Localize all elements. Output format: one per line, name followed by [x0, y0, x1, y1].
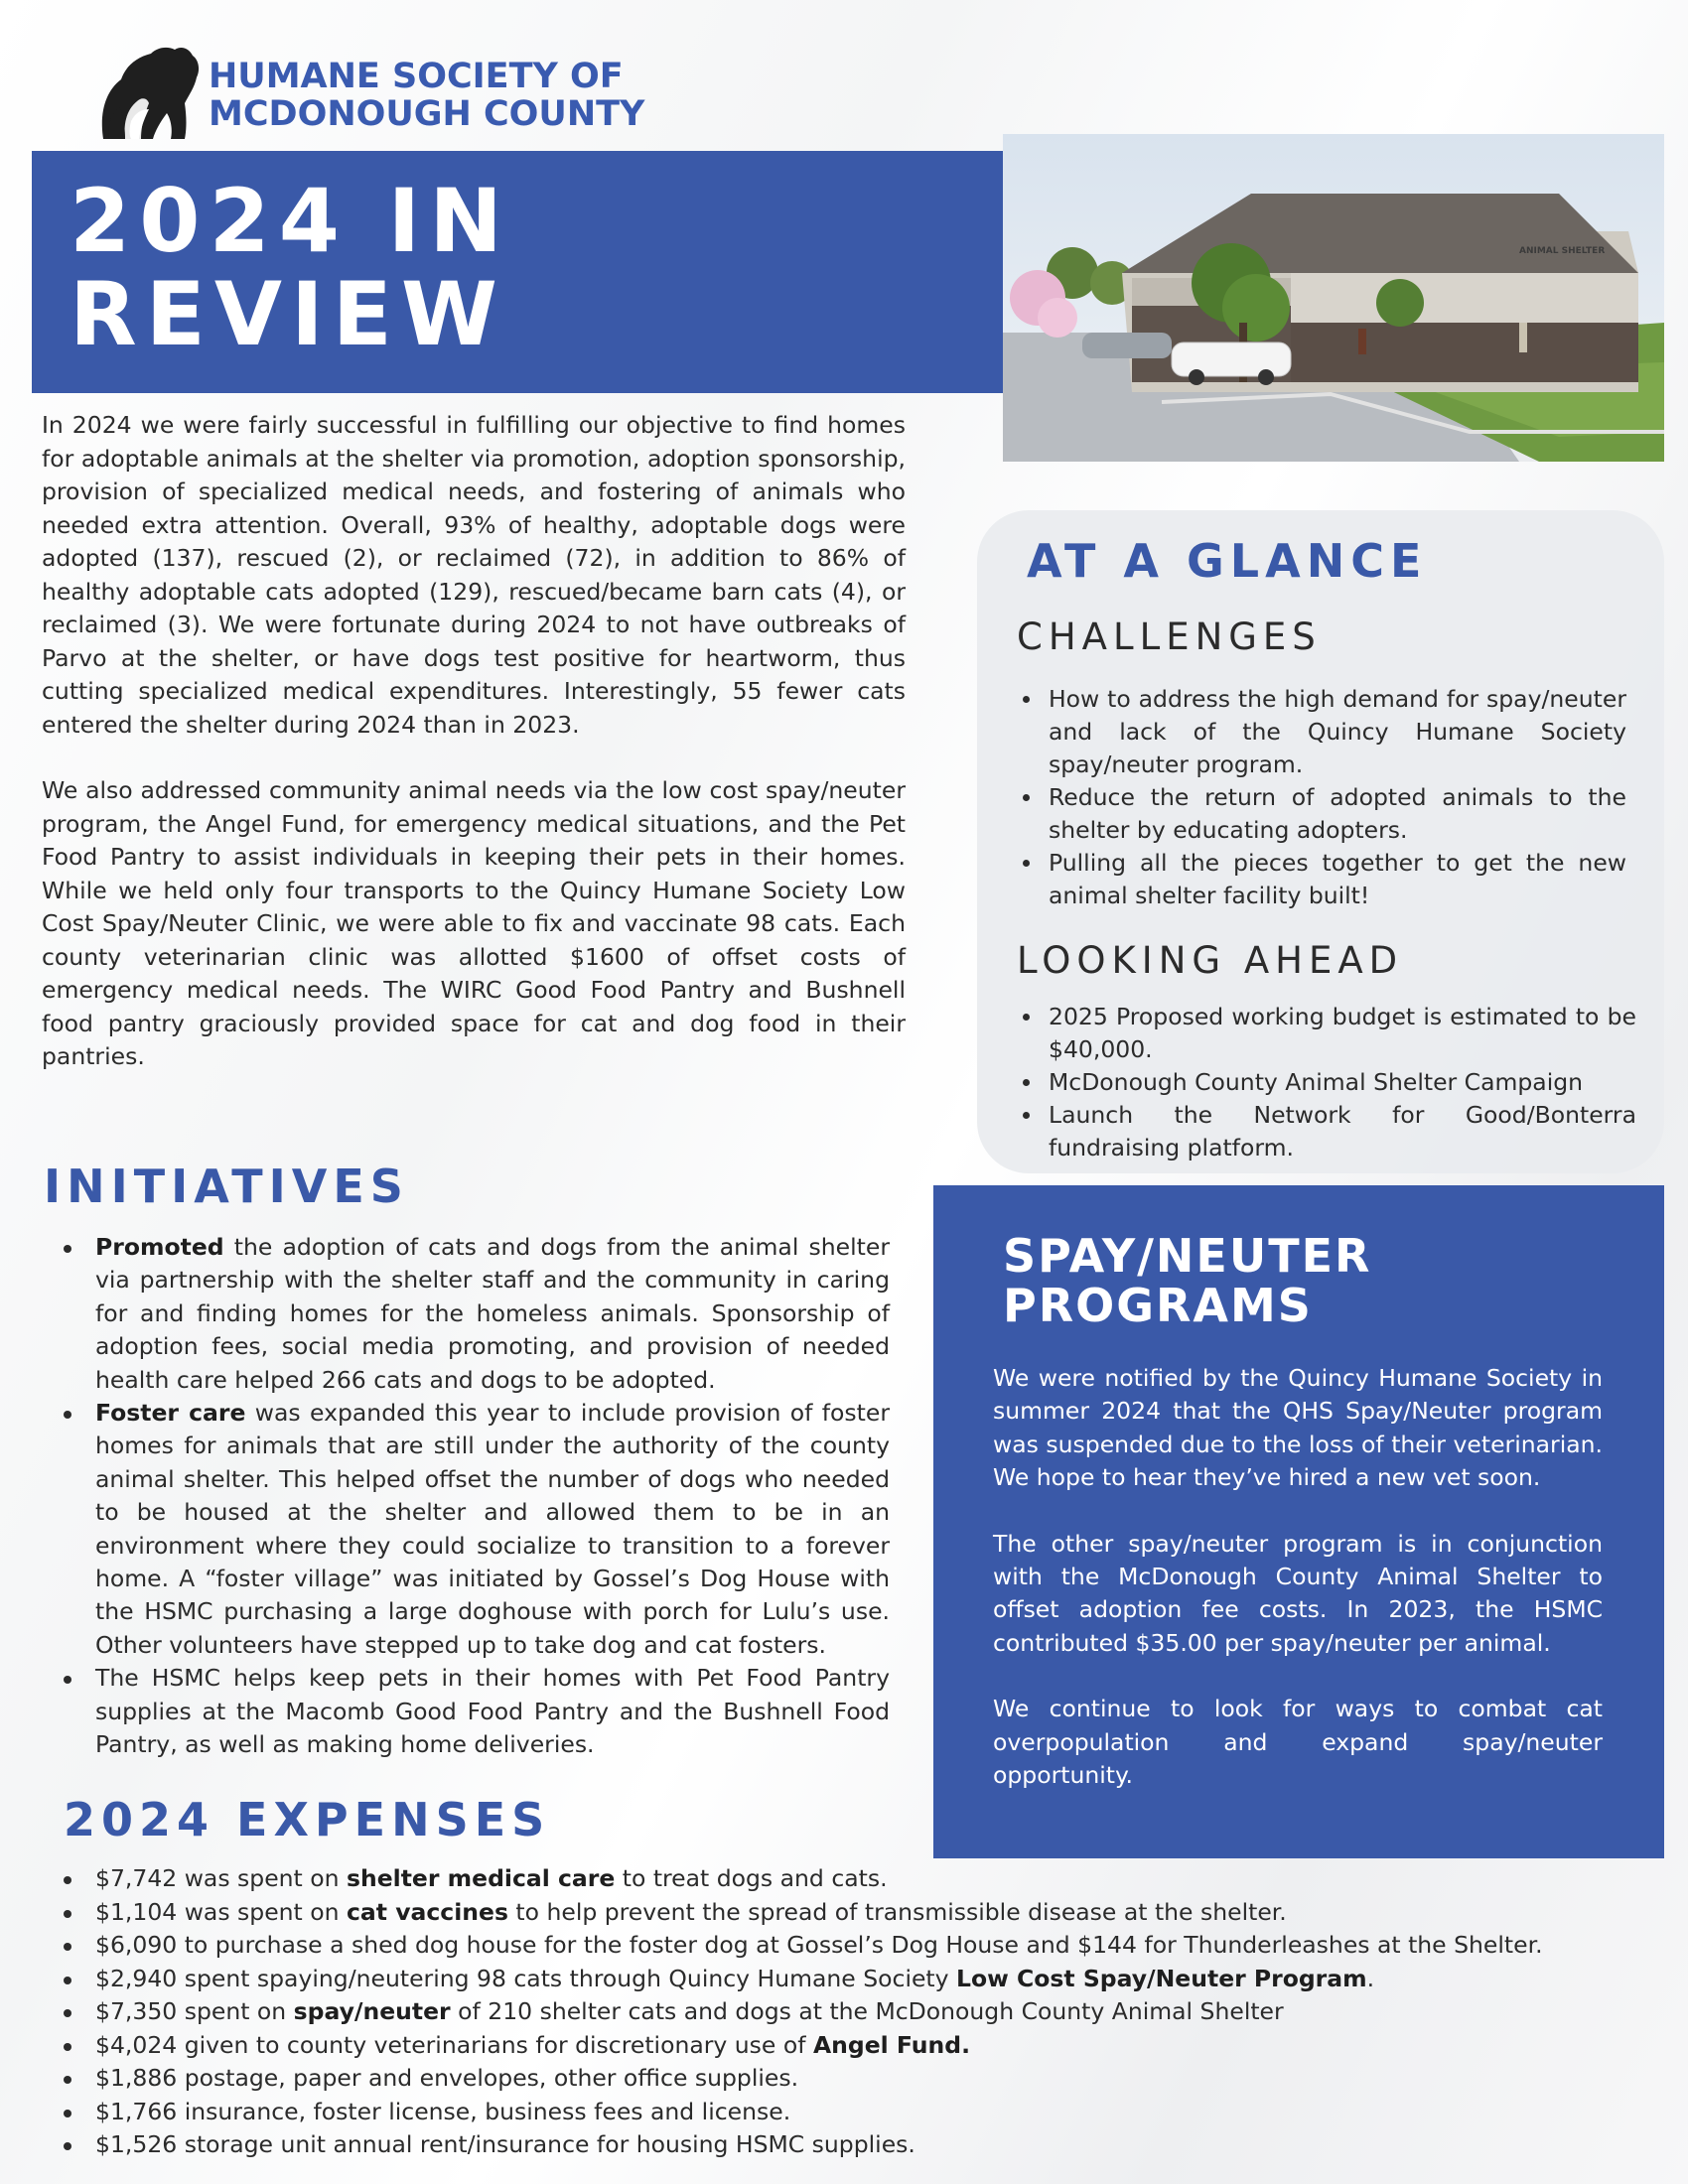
- item-text: $1,886 postage, paper and envelopes, other office supplies.: [95, 2064, 799, 2092]
- org-name: [209, 58, 644, 133]
- item-bold: Promoted: [95, 1233, 224, 1261]
- page-title-line1: 2024 IN: [70, 170, 511, 272]
- shelter-sign-text: ANIMAL SHELTER: [1519, 246, 1606, 256]
- initiatives-list: [44, 1231, 890, 1762]
- item-text: $7,350 spent on: [95, 1997, 294, 2025]
- at-a-glance-heading: AT A GLANCE: [1027, 534, 1428, 588]
- list-item: [44, 1896, 1593, 1930]
- spay-neuter-text: [993, 1362, 1603, 1825]
- title-band: [32, 151, 1005, 393]
- item-text: $1,766 insurance, foster license, business fees and license.: [95, 2097, 791, 2125]
- item-text: $2,940 spent spaying/neutering 98 cats through Quincy Humane Society: [95, 1964, 957, 1992]
- list-item: Pulling all the pieces together to get the new animal shelter facility built!: [1003, 847, 1626, 912]
- expenses-list: [44, 1862, 1593, 2162]
- list-item: [44, 2029, 1593, 2063]
- list-item: 2025 Proposed working budget is estimated to be $40,000.: [1003, 1001, 1636, 1066]
- item-text: $7,742 was spent on: [95, 1864, 347, 1892]
- org-name-line1: HUMANE SOCIETY OF: [209, 57, 624, 96]
- page-title: [70, 170, 511, 365]
- item-text: to help prevent the spread of transmissible disease at the shelter.: [507, 1897, 1287, 1926]
- list-item: [44, 2128, 1593, 2162]
- item-text: .: [1366, 1964, 1375, 1992]
- looking-ahead-list: [1003, 1001, 1636, 1164]
- list-item: McDonough County Animal Shelter Campaign: [1003, 1066, 1636, 1099]
- page-title-line2: REVIEW: [70, 263, 506, 365]
- challenges-list: [1003, 683, 1626, 912]
- spay-paragraph-3: We continue to look for ways to combat cat overpopulation and expand spay/neuter opportunity.: [993, 1695, 1603, 1790]
- item-text: $4,024 given to county veterinarians for discretionary use of: [95, 2030, 813, 2059]
- intro-paragraph-2: We also addressed community animal needs via the low cost spay/neuter program, the Angel Fund, for emergency medical situations, and the Pet Food Pantry to assist individuals in keeping their pets in their homes. While we held only four transports to the Quincy Humane Society Low Cost Spay/Neuter Clinic, we were able to fix and vaccinate 98 cats. Each county veterinarian clinic was allotted $1600 of offset costs of emergency medical needs. The WIRC Good Food Pantry and Bushnell food pantry graciously provided space for cat and dog food in their pantries.: [42, 776, 906, 1070]
- item-text: the adoption of cats and dogs from the animal shelter via partnership with the shelter staff and the community in caring for and finding homes for the homeless animals. Sponsorship of adoption fees, social media promoting, and provision of needed health care helped 266 cats and dogs to be adopted.: [95, 1233, 890, 1394]
- list-item: How to address the high demand for spay/neuter and lack of the Quincy Humane Society spay/neuter program.: [1003, 683, 1626, 781]
- expenses-heading: 2024 EXPENSES: [64, 1793, 551, 1846]
- list-item: [44, 1662, 890, 1761]
- initiatives-heading: INITIATIVES: [44, 1160, 409, 1213]
- list-item: Reduce the return of adopted animals to the shelter by educating adopters.: [1003, 781, 1626, 847]
- spay-neuter-heading: [1003, 1231, 1371, 1330]
- shelter-rendering-image: [1003, 134, 1664, 462]
- spay-neuter-heading-line1: SPAY/NEUTER: [1003, 1229, 1372, 1283]
- challenges-heading: CHALLENGES: [1017, 615, 1322, 658]
- list-item: [44, 1995, 1593, 2029]
- intro-paragraph-1: In 2024 we were fairly successful in fulfilling our objective to find homes for adoptable animals at the shelter via promotion, adoption sponsorship, provision of specialized medical needs, and fostering of animals who needed extra attention. Overall, 93% of healthy, adoptable dogs were adopted (137), rescued (2), or reclaimed (72), in addition to 86% of healthy adoptable cats adopted (129), rescued/became barn cats (4), or reclaimed (3). We were fortunate during 2024 to not have outbreaks of Parvo at the shelter, or have dogs test positive for heartworm, thus cutting specialized medical expenditures. Interestingly, 55 fewer cats entered the shelter during 2024 than in 2023.: [42, 411, 906, 739]
- spay-paragraph-1: We were notified by the Quincy Humane Society in summer 2024 that the QHS Spay/Neuter program was suspended due to the loss of their veterinarian. We hope to hear they’ve hired a new vet soon.: [993, 1364, 1603, 1492]
- item-text: was expanded this year to include provision of foster homes for animals that are still under the authority of the county animal shelter. This helped offset the number of dogs who needed to be housed at the shelter and allowed them to be in an environment where they could socialize to transition to a forever home. A “foster village” was initiated by Gossel’s Dog House with the HSMC purchasing a large doghouse with porch for Lulu’s use. Other volunteers have stepped up to take dog and cat fosters.: [95, 1399, 890, 1659]
- item-bold: cat vaccines: [346, 1897, 508, 1926]
- list-item: [44, 2062, 1593, 2096]
- looking-ahead-heading: LOOKING AHEAD: [1017, 939, 1404, 982]
- item-text: $1,526 storage unit annual rent/insurance for housing HSMC supplies.: [95, 2130, 915, 2158]
- item-text: of 210 shelter cats and dogs at the McDonough County Animal Shelter: [450, 1997, 1284, 2025]
- spay-neuter-heading-line2: PROGRAMS: [1003, 1279, 1313, 1332]
- item-bold: spay/neuter: [293, 1997, 451, 2025]
- list-item: [44, 2096, 1593, 2129]
- spay-paragraph-2: The other spay/neuter program is in conjunction with the McDonough County Animal Shelter to offset adoption fee costs. In 2023, the HSMC contributed $35.00 per spay/neuter per animal.: [993, 1529, 1603, 1657]
- item-bold: shelter medical care: [346, 1864, 616, 1892]
- item-bold: Foster care: [95, 1399, 246, 1428]
- item-text: $6,090 to purchase a shed dog house for the foster dog at Gossel’s Dog House and $144 for Thunderleashes at the Shelter.: [95, 1931, 1543, 1959]
- list-item: [44, 1231, 890, 1397]
- list-item: [44, 1397, 890, 1662]
- dog-and-cat-silhouette-icon: [95, 44, 203, 143]
- list-item: [44, 1929, 1593, 1963]
- item-text: The HSMC helps keep pets in their homes with Pet Food Pantry supplies at the Macomb Good Food Pantry and the Bushnell Food Pantry, as well as making home deliveries.: [95, 1664, 890, 1759]
- item-text: $1,104 was spent on: [95, 1897, 347, 1926]
- list-item: [44, 1862, 1593, 1896]
- org-logo: [95, 44, 671, 143]
- item-bold: Low Cost Spay/Neuter Program: [956, 1964, 1367, 1992]
- intro-text: [42, 409, 906, 1107]
- item-bold: Angel Fund.: [812, 2030, 970, 2059]
- list-item: Launch the Network for Good/Bonterra fundraising platform.: [1003, 1099, 1636, 1164]
- list-item: [44, 1963, 1593, 1996]
- org-name-line2: MCDONOUGH COUNTY: [209, 94, 645, 134]
- item-text: to treat dogs and cats.: [615, 1864, 888, 1892]
